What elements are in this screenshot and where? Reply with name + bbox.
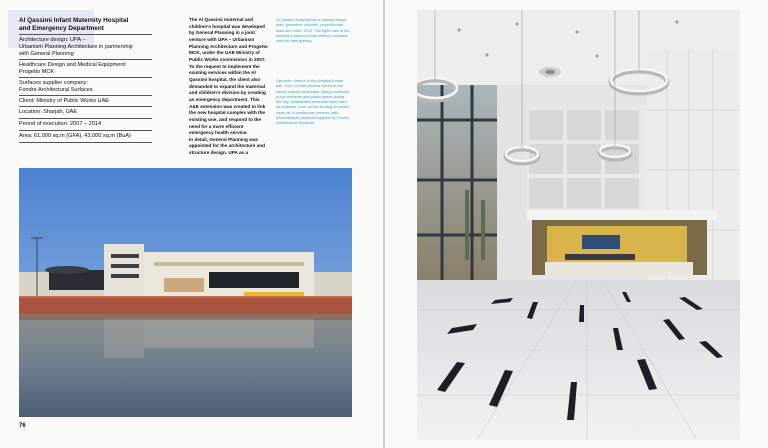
page-number: 76 [19,423,26,429]
info-line: Architecture design: UPA – [19,37,86,43]
info-line: Healthcare Design and Medical Equipment: [19,62,127,68]
info-line: Surfaces supplier company: [19,80,89,86]
hospital-exterior-photo [19,168,352,417]
info-architecture [19,37,154,57]
info-area [19,133,154,140]
project-title-line: and Emergency Department [19,24,104,32]
info-line: Area: 61,000 sq.m (GFA), 43,000 sq.m (BuA) [19,133,131,139]
info-line: Period of execution: 2007 – 2014 [19,121,102,127]
project-title-line: Al Qassimi Infant Maternity Hospital [19,17,129,24]
hospital-interior-photo [417,10,740,440]
info-line: Fondre Architectural Surfaces [19,86,93,93]
info-surfaces [19,80,154,94]
project-title [19,17,169,32]
left-page [0,0,383,448]
divider [19,59,152,60]
divider [19,130,152,131]
info-line: with General Planning [19,50,74,57]
divider [19,95,152,96]
divider [19,34,152,35]
info-healthcare [19,62,154,76]
divider [19,142,152,143]
info-line: Client: Ministry of Public Works UAE [19,98,110,104]
info-period [19,121,154,128]
divider [19,118,152,119]
right-page [385,0,768,448]
caption-exterior: Al Qassimi Hospital has a rational design plan: geometric volumes, proportionate lines and order, 2014. The light hues of the building surfaces create striking contrasts with the dark glazing. [276,17,350,44]
info-line: Location: Sharjah, UAE [19,109,78,115]
divider [19,106,152,107]
body-text: The Al Qassimi maternal and children's hospital was developed by General Planning in a joint venture with UPA – Urbanism Planning Architecture and Progetto MCK, under the UAE Ministry of Public Works commission in 2007. To the request to implement the existing services within the Al Qassimi hospital, the client also demanded to expand the maternal and children's division by creating an emergency department. This A&E extension was created to link the new hospital complex with the existing one, and respond to the need for a more efficient emergency health service. In detail, General Planning was appointed for the architecture and structure design. UPA as a [189,17,268,156]
divider [19,77,152,78]
info-line: Progetto MCK [19,68,55,75]
info-line: Urbanism Planning Architecture in partnership [19,43,133,50]
info-location [19,109,154,116]
info-client [19,98,154,105]
caption-interior: Opposite: Interior of the hospital's main hall, 2014. A wide window opens to the sandy exterior landscape, giving continuity to the entrance and public space during the day. Sustainable materials were used for surfaces, such as the flooring on active clean air. A continuous ceramic, with photocatalytic material supplied by Fondre Architectural Surfaces. [276,78,350,126]
